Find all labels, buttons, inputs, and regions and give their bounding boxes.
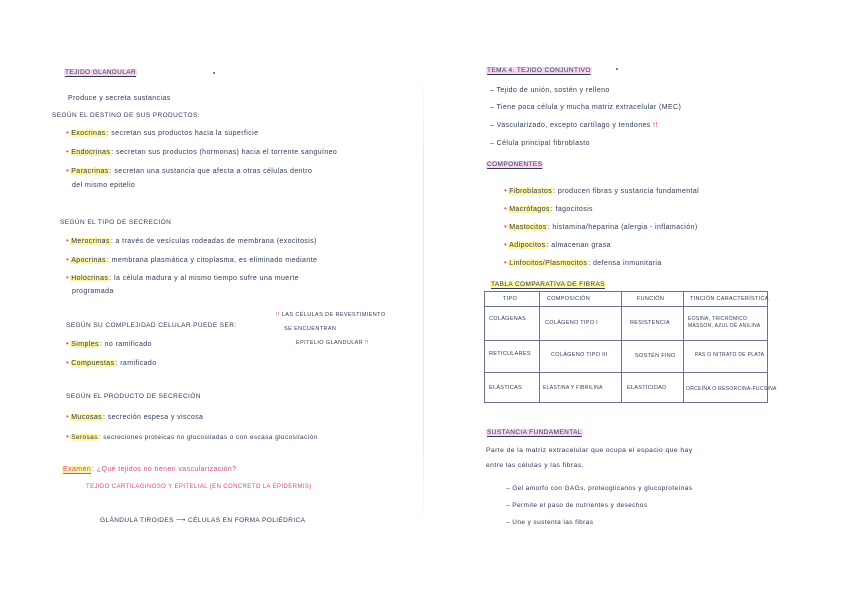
table-cell: SOSTÉN FINO [635,353,676,359]
exam-answer: TEJIDO CARTILAGINOSO Y EPITELIAL (EN CONCRETO LA EPIDERMIS) [86,484,312,490]
table-header: TIPO [503,296,518,302]
list-item: – Une y sustenta las fibras [506,519,594,526]
table-cell: ELASTINA Y FIBRILINA [543,385,603,391]
list-item: • Linfocitos/Plasmocitos: defensa inmunitaria [504,258,662,267]
table-cell: ELÁSTICAS [489,385,522,391]
list-item: • Apocrinas: membrana plasmática y citoplasma, es eliminado mediante [66,255,318,264]
list-item: • Simples: no ramificado [66,339,152,348]
ground-substance-heading: SUSTANCIA FUNDAMENTAL [487,429,582,436]
side-note-line: SE ENCUENTRAN [284,326,337,332]
list-item: – Gel amorfo con GAGs, proteoglicanos y glucoproteínas [506,485,693,492]
table-cell: COLÁGENO TIPO I [545,320,598,326]
list-item: • Holocrinas: la célula madura y al mismo tiempo sufre una muerte [66,273,299,282]
table-cell: COLÁGENAS [489,316,526,322]
table-cell: ELASTICIDAD [627,385,667,391]
exam-question: Examen: ¿Qué tejidos no tienen vascularización? [63,466,237,473]
table-cell: RESISTENCIA [630,320,670,326]
complexity-heading: SEGÚN SU COMPLEJIDAD CELULAR PUEDE SER: [66,322,237,329]
list-item: • Endocrinas: secretan sus productos (hormonas) hacia el torrente sanguíneo [66,147,338,156]
list-item-continuation: programada [72,288,114,295]
side-note-line: EPITELIO GLANDULAR !! [296,340,369,346]
footer-note: GLÁNDULA TIROIDES ⟶ CÉLULAS EN FORMA POLIÉDRICA [100,517,306,524]
list-item: – Tejido de unión, sostén y relleno [490,87,610,94]
left-title: TEJIDO GLANDULAR [65,69,137,76]
list-item: • Paracrinas: secretan una sustancia que afecta a otras células dentro [66,166,313,175]
side-note-line: !! LAS CÉLULAS DE REVESTIMIENTO [276,312,386,318]
fiber-comparison-table [484,291,777,403]
product-heading: SEGÚN EL PRODUCTO DE SECRECIÓN [66,393,201,400]
secretion-heading: SEGÚN EL TIPO DE SECRECIÓN [60,219,172,226]
list-item: • Serosas: secreciones proteicas no glucosiladas o con escasa glucosilación [66,432,318,441]
list-item: • Adipocitos: almacenan grasa [504,240,611,249]
ink-dot [213,72,215,74]
list-item: – Permite el paso de nutrientes y desechos [506,502,648,509]
list-item: – Vascularizado, excepto cartílago y tendones !! [490,122,658,129]
right-title: TEMA 4. TEJIDO CONJUNTIVO [487,67,591,74]
table-cell: EOSINA, TRICRÓMICO MASSON, AZUL DE ANILINA [688,316,761,329]
table-header: COMPOSICIÓN [547,296,591,302]
list-item: • Macrófagos: fagocitosis [504,204,593,213]
list-item: • Mucosas: secreción espesa y viscosa [66,412,204,421]
list-item: • Exocrinas: secretan sus productos hacia la superficie [66,128,259,137]
ink-dot [616,68,618,70]
table-cell: PAS O NITRATO DE PLATA [695,352,765,358]
table-header: TINCIÓN CARACTERÍSTICA [690,296,769,302]
table-cell: RETICULARES [489,351,531,357]
list-item: • Merocrinas: a través de vesículas rodeadas de membrana (exocitosis) [66,236,317,245]
intro-text: Produce y secreta sustancias [68,95,171,102]
components-heading: COMPONENTES [487,161,543,168]
table-cell: ORCEÍNA O RESORCINA-FUCSINA [686,386,777,392]
list-item-continuation: del mismo epitelio [72,182,136,189]
table-cell: COLÁGENO TIPO III [551,352,608,358]
list-item: – Tiene poca célula y mucha matriz extracelular (MEC) [490,104,682,111]
list-item: • Fibroblastos: producen fibras y sustancia fundamental [504,186,700,195]
list-item: • Mastocitos: histamina/heparina (alergia - inflamación) [504,222,698,231]
table-title: TABLA COMPARATIVA DE FIBRAS [491,281,605,288]
list-item: • Compuestas: ramificado [66,358,157,367]
table-header: FUNCIÓN [637,296,665,302]
destination-heading: SEGÚN EL DESTINO DE SUS PRODUCTOS: [52,112,200,119]
paragraph-line: Parte de la matriz extracelular que ocupa el espacio que hay [486,447,693,454]
paragraph-line: entre las células y las fibras. [486,462,584,469]
list-item: – Célula principal fibroblasto [490,140,590,147]
